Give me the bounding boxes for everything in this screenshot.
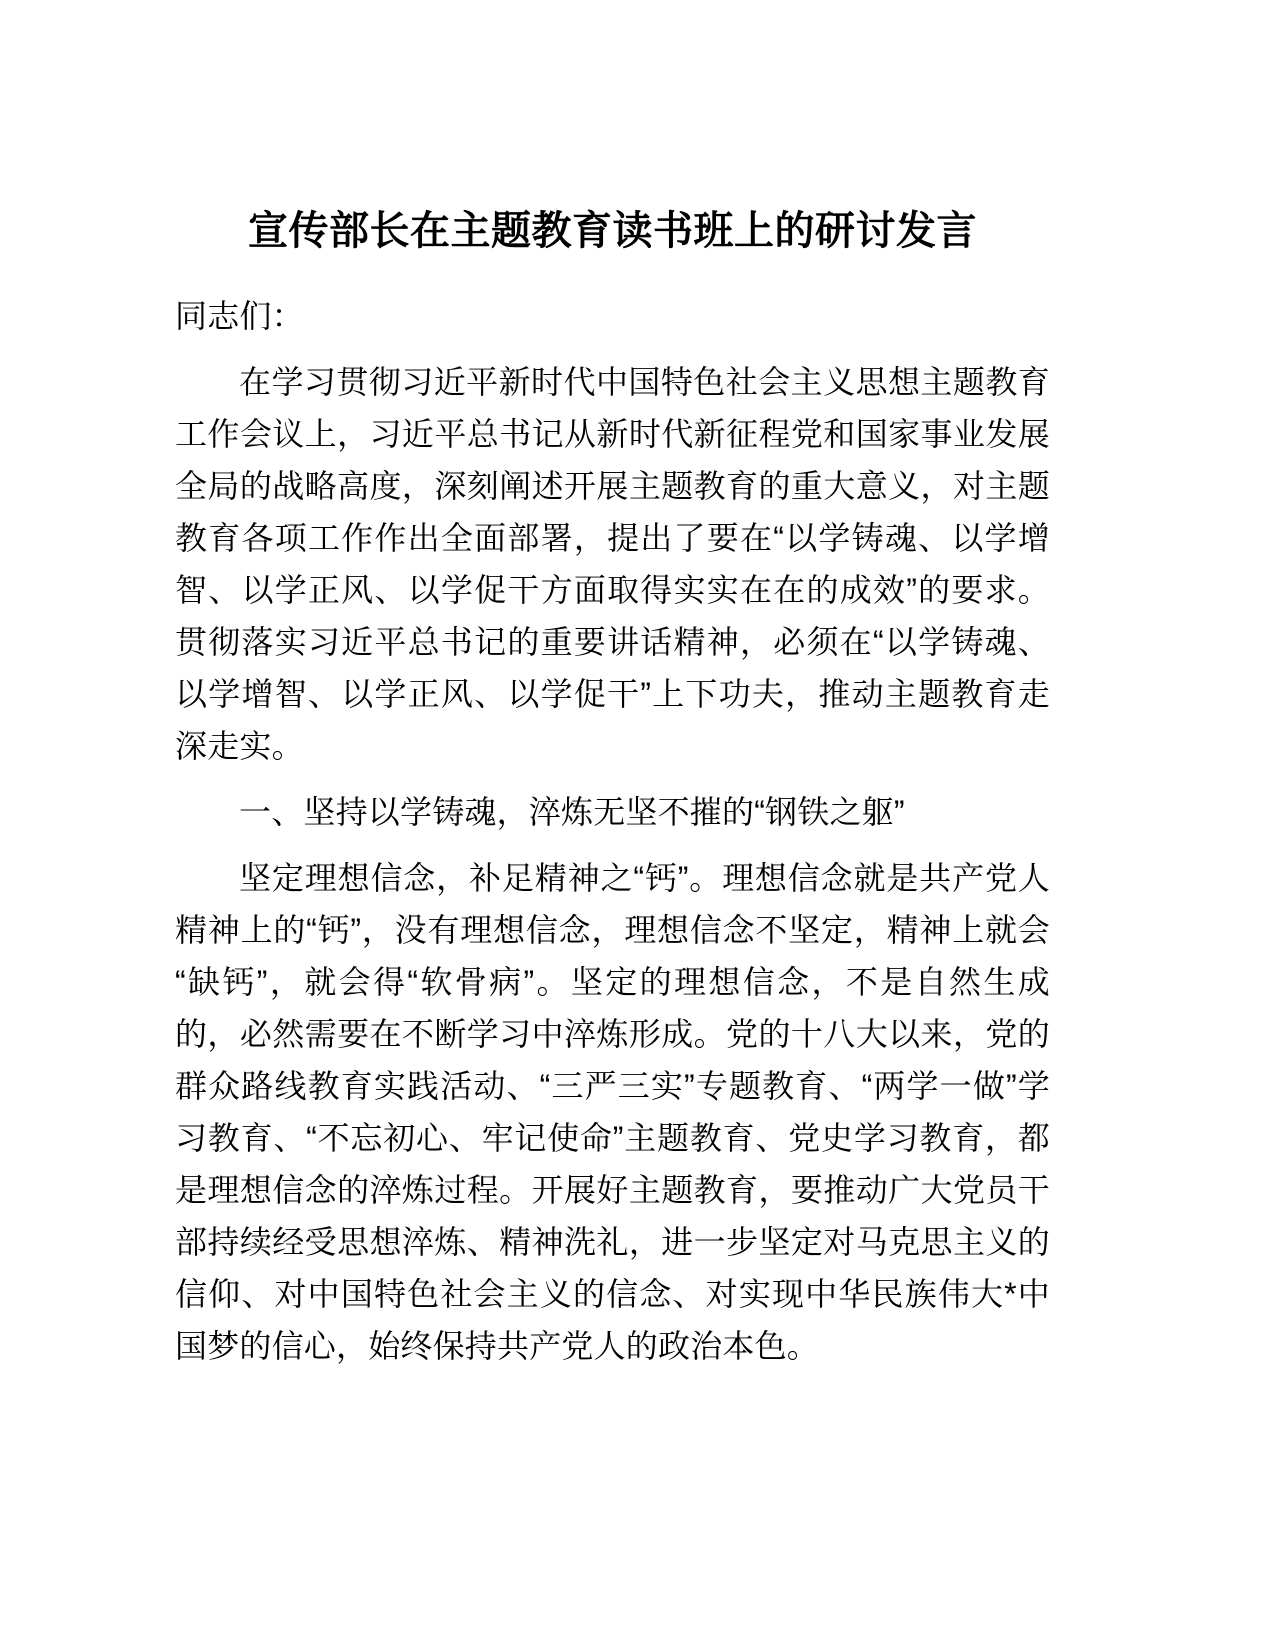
paragraph-intro: 在学习贯彻习近平新时代中国特色社会主义思想主题教育工作会议上，习近平总书记从新时代新征程党和国家事业发展全局的战略高度，深刻阐述开展主题教育的重大意义，对主题教育各项工作作出全面部署，提出了要在“以学铸魂、以学增智、以学正风、以学促干方面取得实实在在的成效”的要求。贯彻落实习近平总书记的重要讲话精神，必须在“以学铸魂、以学增智、以学正风、以学促干”上下功夫，推动主题教育走深走实。 [175,364,1050,764]
document-body [175,0,1050,1372]
salutation: 同志们： [175,298,304,334]
page-title: 宣传部长在主题教育读书班上的研讨发言 [248,209,977,253]
section-heading-1: 一、坚持以学铸魂，淬炼无坚不摧的“钢铁之躯” [239,794,905,830]
paragraph-section-1-body: 坚定理想信念，补足精神之“钙”。理想信念就是共产党人精神上的“钙”，没有理想信念，理想信念不坚定，精神上就会“缺钙”，就会得“软骨病”。坚定的理想信念，不是自然生成的，必然需要在不断学习中淬炼形成。党的十八大以来，党的群众路线教育实践活动、“三严三实”专题教育、“两学一做”学习教育、“不忘初心、牢记使命”主题教育、党史学习教育，都是理想信念的淬炼过程。开展好主题教育，要推动广大党员干部持续经受思想淬炼、精神洗礼，进一步坚定对马克思主义的信仰、对中国特色社会主义的信念、对实现中华民族伟大*中国梦的信心，始终保持共产党人的政治本色。 [175,860,1050,1364]
